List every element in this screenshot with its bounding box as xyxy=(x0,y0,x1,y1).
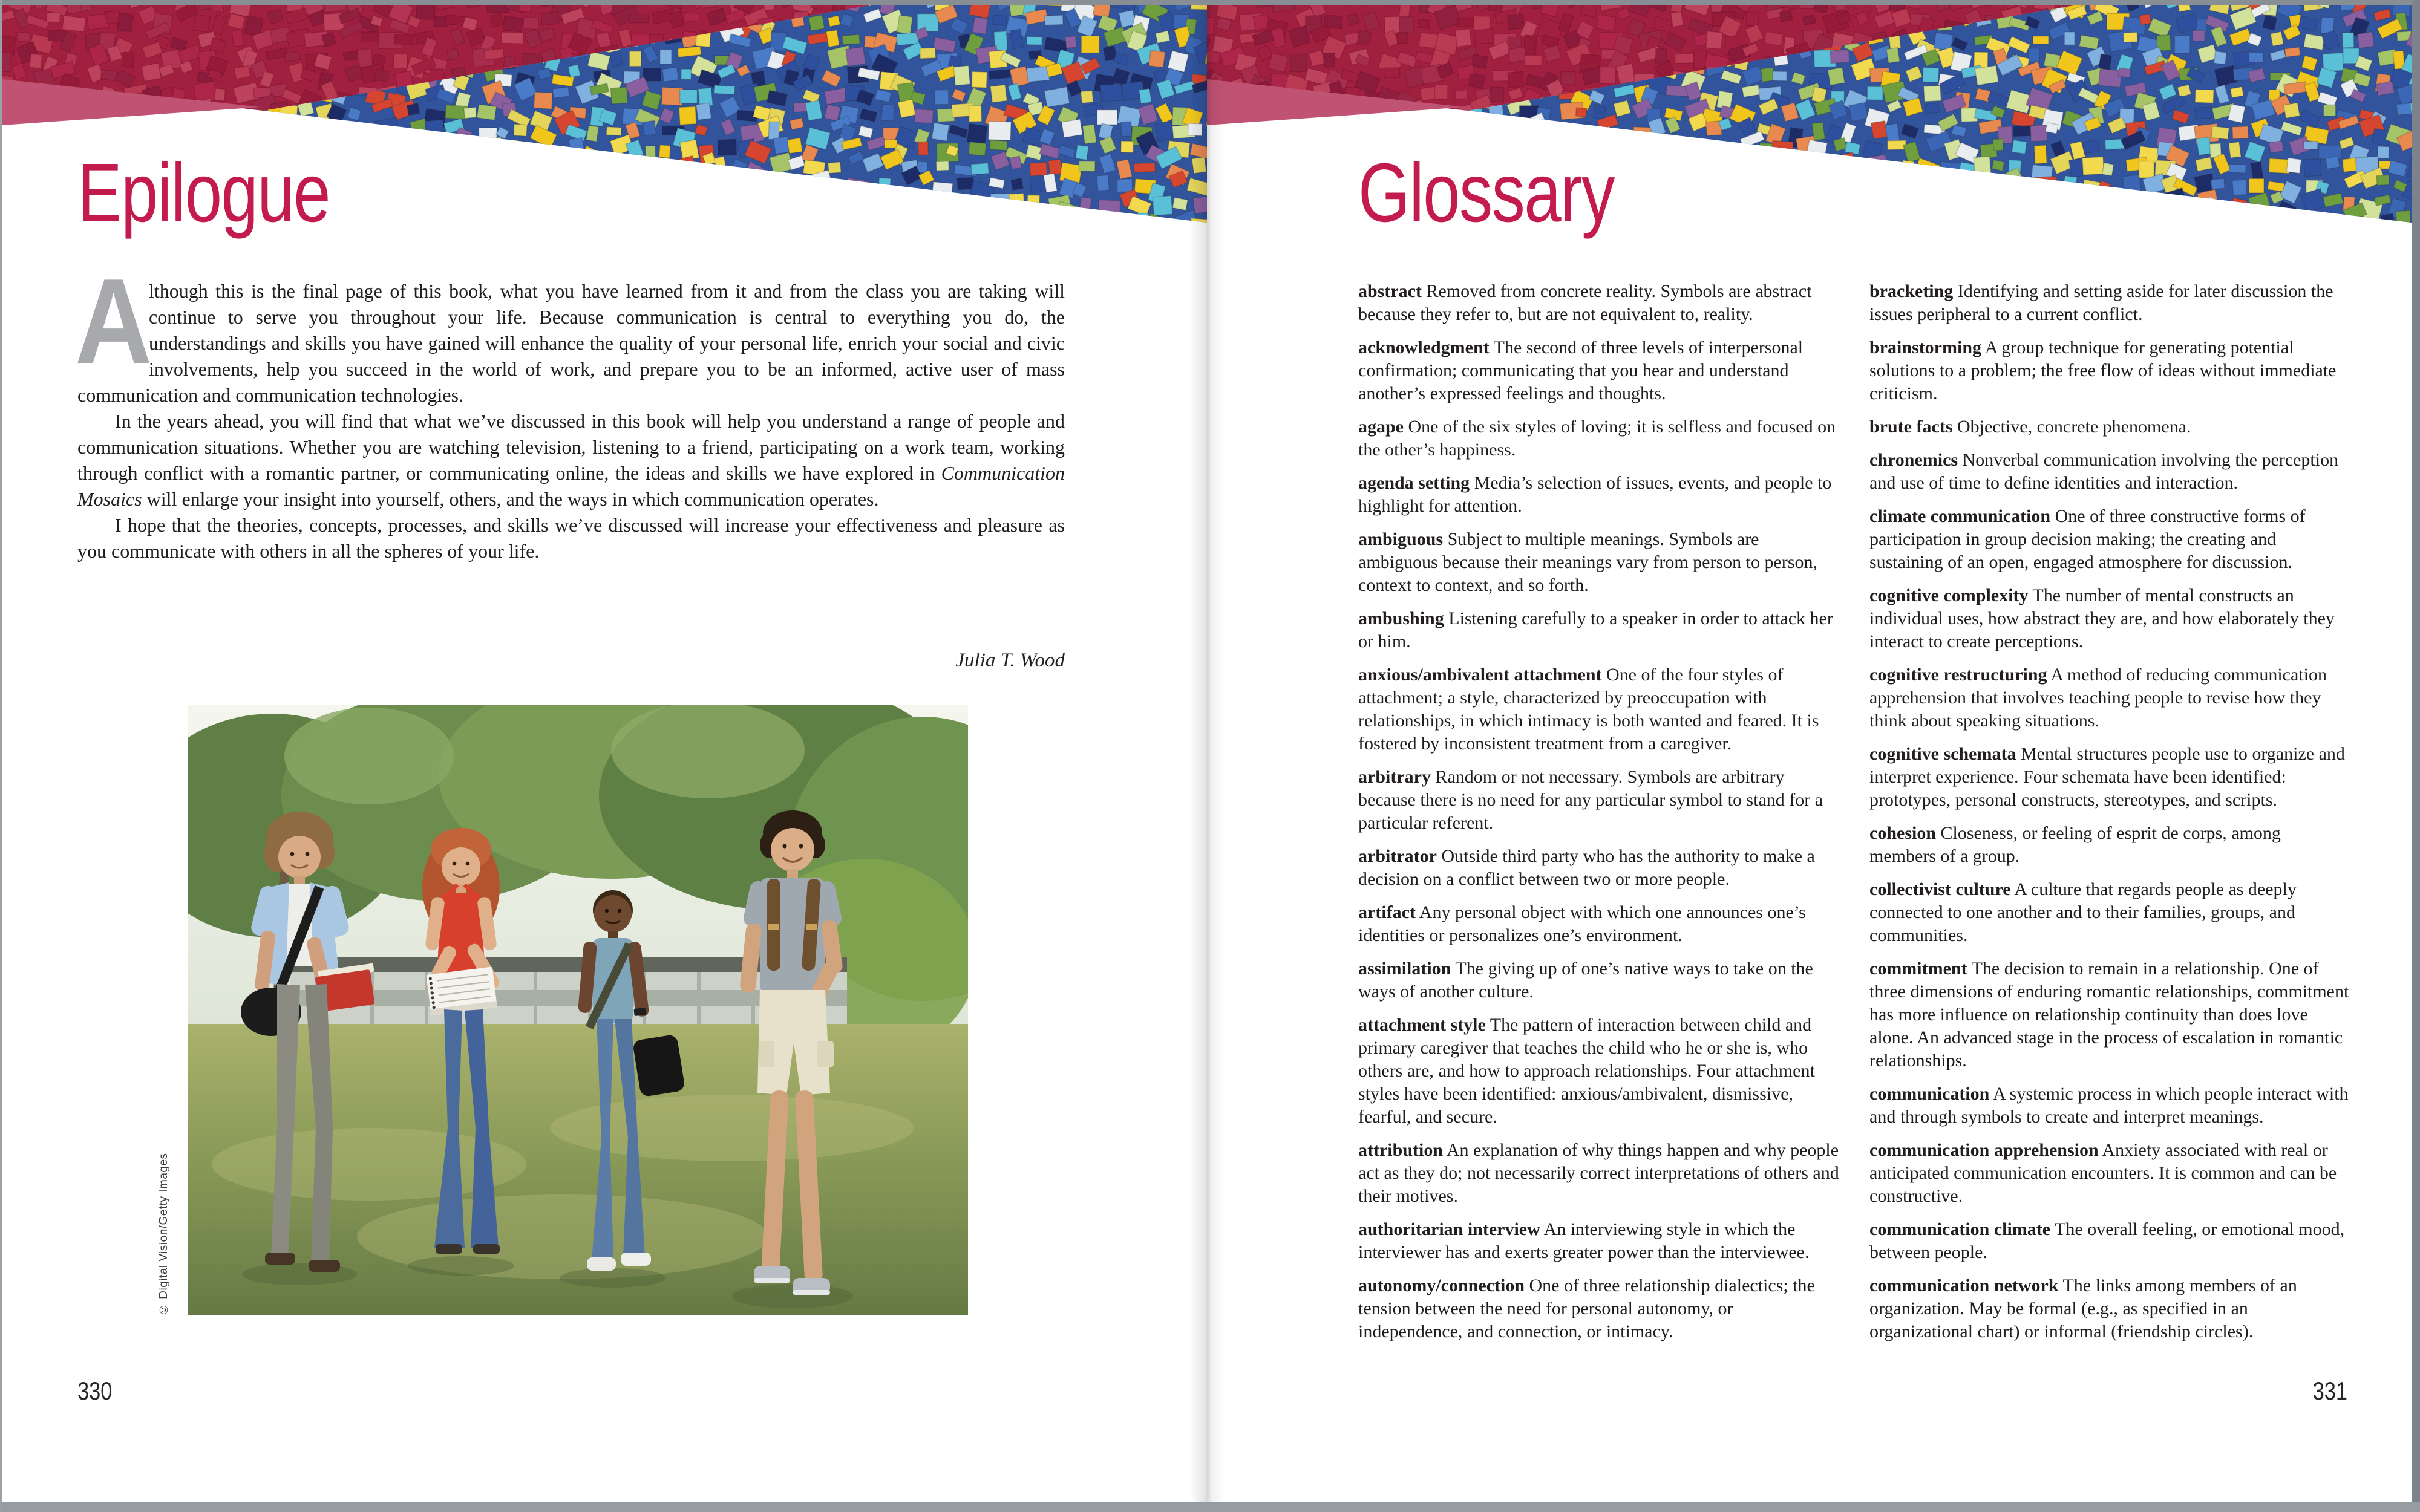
glossary-entry: chronemics Nonverbal communication involving the perception and use of time to define identities and interaction. xyxy=(1869,450,2339,493)
glossary-entry: bracketing Identifying and setting aside for later discussion the issues peripheral to a current conflict. xyxy=(1869,281,2333,324)
glossary-term: communication climate xyxy=(1869,1219,2051,1239)
glossary-entry: communication network The links among members of an organization. May be formal (e.g., as specified in an organizational chart) or informal (friendship circles). xyxy=(1869,1276,2297,1341)
glossary-column-2 xyxy=(1869,280,2350,1354)
glossary-entry: cohesion Closeness, or feeling of esprit de corps, among members of a group. xyxy=(1869,823,2281,866)
glossary-term: brute facts xyxy=(1869,417,1953,437)
glossary-term: assimilation xyxy=(1358,959,1451,979)
epilogue-paragraph: lthough this is the final page of this book, what you have learned from it and from the class you are taking will continue to serve you throughout your life. Because communication is central to everything you do, the understandings and skills you have gained will enhance the quality of your personal life, enrich your social and civic involvements, help you succeed in the world of work, and prepare you to be an informed, active user of mass communication and communication technologies. xyxy=(77,280,1065,406)
glossary-term: attachment style xyxy=(1358,1015,1486,1035)
glossary-entry: arbitrator Outside third party who has the authority to make a decision on a conflict between two or more people. xyxy=(1358,846,1815,889)
drop-cap: A xyxy=(75,254,152,389)
glossary-term: anxious/ambivalent attachment xyxy=(1358,665,1602,685)
glossary-term: artifact xyxy=(1358,902,1416,922)
glossary-entry: agape One of the six styles of loving; it is selfless and focused on the other’s happiness. xyxy=(1358,417,1836,460)
glossary-entry: acknowledgment The second of three levels of interpersonal confirmation; communicating that you hear and understand another’s expressed feelings and thoughts. xyxy=(1358,337,1804,403)
glossary-entry: communication A systemic process in which people interact with and through symbols to create and interpret meanings. xyxy=(1869,1084,2349,1127)
page-glossary xyxy=(1207,5,2412,1502)
epilogue-paragraphs xyxy=(77,278,1065,564)
glossary-term: agenda setting xyxy=(1358,473,1470,493)
page-number-331: 331 xyxy=(2312,1377,2347,1405)
scan-edge-bottom xyxy=(0,1502,2420,1512)
glossary-term: cognitive restructuring xyxy=(1869,665,2047,685)
glossary-term: authoritarian interview xyxy=(1358,1219,1540,1239)
glossary-entry: assimilation The giving up of one’s native ways to take on the ways of another culture. xyxy=(1358,959,1813,1002)
scan-edge-left xyxy=(0,0,2,1512)
glossary-term: acknowledgment xyxy=(1358,337,1490,357)
glossary-entry: anxious/ambivalent attachment One of the four styles of attachment; a style, characterized by preoccupation with relationships, in which intimacy is both wanted and feared. It is fostered by inconsistent treatment from a caregiver. xyxy=(1358,665,1819,754)
glossary-entry: abstract Removed from concrete reality. Symbols are abstract because they refer to, but are not equivalent to, reality. xyxy=(1358,281,1812,324)
glossary-term: attribution xyxy=(1358,1140,1444,1160)
glossary-term: communication network xyxy=(1869,1276,2059,1295)
glossary-term: bracketing xyxy=(1869,281,1954,301)
students-photo xyxy=(188,705,968,1315)
glossary-entry: collectivist culture A culture that regards people as deeply connected to one another and to their families, groups, and communities. xyxy=(1869,879,2297,945)
glossary-entry: cognitive schemata Mental structures people use to organize and interpret experience. Four schemata have been identified: prototypes, personal constructs, stereotypes, and scripts. xyxy=(1869,744,2345,810)
glossary-term: ambiguous xyxy=(1358,529,1444,549)
glossary-entry: climate communication One of three constructive forms of participation in group decision making; the creating and sustaining of an open, engaged atmosphere for discussion. xyxy=(1869,506,2306,572)
glossary-column-1 xyxy=(1358,280,1839,1354)
glossary-term: collectivist culture xyxy=(1869,879,2011,899)
glossary-term: communication apprehension xyxy=(1869,1140,2099,1160)
glossary-entry: attribution An explanation of why things happen and why people act as they do; not necessarily correct interpretations of others and their motives. xyxy=(1358,1140,1839,1206)
glossary-term: ambushing xyxy=(1358,608,1444,628)
students-photo-illustration xyxy=(188,705,968,1315)
glossary-entry: brainstorming A group technique for generating potential solutions to a problem; the free flow of ideas without immediate criticism. xyxy=(1869,337,2337,403)
glossary-entry: communication apprehension Anxiety associated with real or anticipated communication encounters. It is common and can be constructive. xyxy=(1869,1140,2337,1206)
epilogue-body xyxy=(75,254,1065,564)
glossary-entry: communication climate The overall feeling, or emotional mood, between people. xyxy=(1869,1219,2345,1262)
glossary-entry: ambiguous Subject to multiple meanings. Symbols are ambiguous because their meanings vary from person to person, context to context, and so forth. xyxy=(1358,529,1817,595)
glossary-term: cognitive complexity xyxy=(1869,585,2029,605)
page-number-330: 330 xyxy=(77,1377,113,1405)
glossary-term: climate communication xyxy=(1869,506,2051,526)
glossary-term: cohesion xyxy=(1869,823,1937,843)
glossary-entry: cognitive restructuring A method of reducing communication apprehension that involves teaching people to revise how they think about speaking situations. xyxy=(1869,665,2327,731)
glossary-entry: arbitrary Random or not necessary. Symbols are arbitrary because there is no need for any particular symbol to stand for a particular referent. xyxy=(1358,767,1823,833)
glossary-term: abstract xyxy=(1358,281,1422,301)
glossary-term: arbitrary xyxy=(1358,767,1431,787)
book-spread xyxy=(2,5,2412,1502)
scan-edge-right xyxy=(2412,0,2420,1512)
photo-credit: © Digital Vision/Getty Images xyxy=(157,1153,170,1315)
glossary-entry: artifact Any personal object with which one announces one’s identities or personalizes one’s environment. xyxy=(1358,902,1806,945)
glossary-entry: autonomy/connection One of three relationship dialectics; the tension between the need for personal autonomy, or independence, and connection, or intimacy. xyxy=(1358,1276,1815,1341)
glossary-entry: ambushing Listening carefully to a speaker in order to attack her or him. xyxy=(1358,608,1833,651)
glossary-term: autonomy/connection xyxy=(1358,1276,1525,1295)
glossary-entry: commitment The decision to remain in a relationship. One of three dimensions of enduring romantic relationships, commitment has more influence on relationship continuity than does love alone. An advanced stage in the process of escalation in romantic relationships. xyxy=(1869,959,2349,1070)
glossary-term: agape xyxy=(1358,417,1404,437)
glossary-entry: brute facts Objective, concrete phenomena. xyxy=(1869,417,2191,437)
glossary-term: brainstorming xyxy=(1869,337,1982,357)
glossary-term: cognitive schemata xyxy=(1869,744,2016,764)
page-epilogue xyxy=(2,5,1207,1502)
glossary-entry: attachment style The pattern of interaction between child and primary caregiver that teaches the child who he or she is, who others are, and how to approach relationships. Four attachment styles have been identified: anxious/ambivalent, dismissive, fearful, and secure. xyxy=(1358,1015,1815,1127)
page-title-epilogue: Epilogue xyxy=(77,146,330,240)
page-title-glossary: Glossary xyxy=(1358,146,1614,240)
author-signature: Julia T. Wood xyxy=(955,650,1065,671)
glossary-entry: agenda setting Media’s selection of issues, events, and people to highlight for attention. xyxy=(1358,473,1832,516)
epilogue-paragraph: In the years ahead, you will find that what we’ve discussed in this book will help you understand a range of people and communication situations. Whether you are watching television, listening to a friend, participating on a work team, working through conflict with a romantic partner, or communicating online, the ideas and skills we have explored in Communication Mosaics will enlarge your insight into yourself, others, and the ways in which communication operates. xyxy=(77,410,1065,510)
scan-edge-top xyxy=(0,0,2420,5)
glossary-entry: cognitive complexity The number of mental constructs an individual uses, how abstract they are, and how elaborately they interact to create perceptions. xyxy=(1869,585,2335,651)
glossary-entry: authoritarian interview An interviewing style in which the interviewer has and exerts greater power than the interviewee. xyxy=(1358,1219,1810,1262)
glossary-term: communication xyxy=(1869,1084,1990,1104)
glossary-term: arbitrator xyxy=(1358,846,1437,866)
glossary-term: commitment xyxy=(1869,959,1967,979)
epilogue-paragraph: I hope that the theories, concepts, processes, and skills we’ve discussed will increase your effectiveness and pleasure as you communicate with others in all the spheres of your life. xyxy=(77,514,1065,562)
glossary-term: chronemics xyxy=(1869,450,1958,470)
